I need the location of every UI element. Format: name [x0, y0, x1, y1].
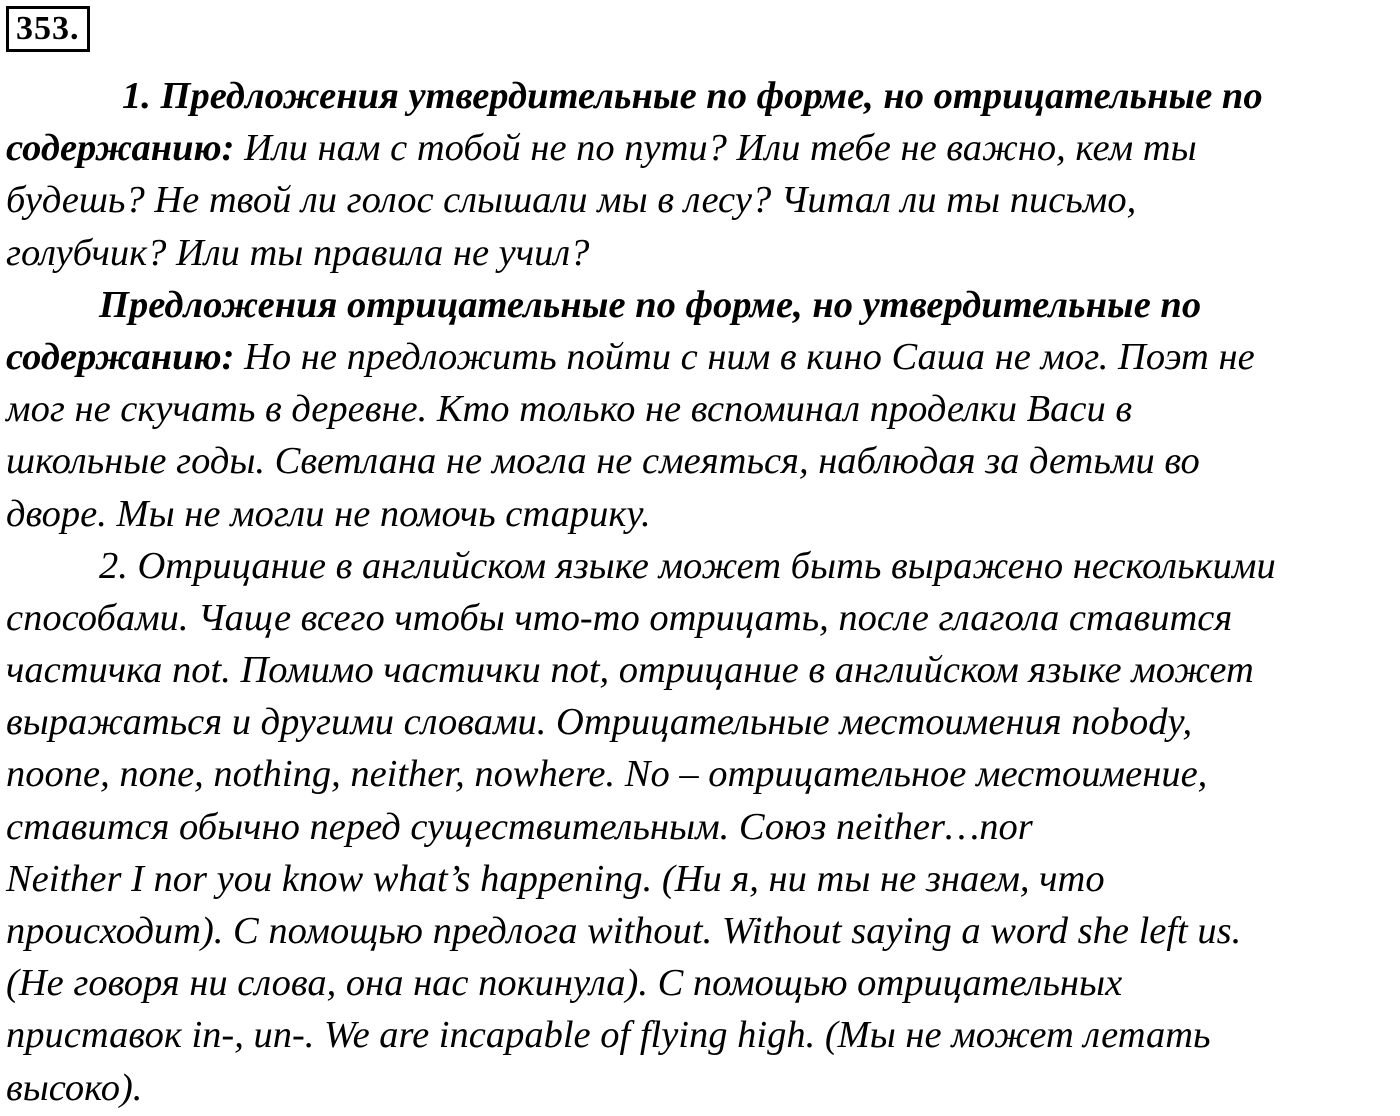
section1-line-4: голубчик? Или ты правила не учил? — [6, 231, 590, 274]
section3-line-8: происходит). С помощью предлога without. Without saying a word she left us. — [6, 910, 1242, 952]
section1-heading: 1. Предложения утвердительные по форме, но отрицательные по — [122, 75, 1263, 117]
section3-line-4: выражаться и другими словами. Отрицательные местоимения nobody, — [6, 701, 1193, 744]
section3-line-9: (Не говоря ни слова, она нас покинула). С помощью отрицательных — [6, 962, 1123, 1005]
section1-text: Или нам с тобой не по пути? Или тебе не важно, кем ты — [234, 127, 1197, 170]
section2-line-3: мог не скучать в деревне. Кто только не вспоминал проделки Васи в — [6, 388, 1133, 431]
section2-line-2 — [6, 331, 1398, 383]
section3-line-2: способами. Чаще всего чтобы что-то отрицать, после глагола ставится — [6, 596, 1233, 639]
answer-text — [6, 70, 1398, 1114]
section1-heading-end: содержанию: — [6, 127, 235, 170]
section1-line-1 — [6, 70, 1398, 122]
section3-line-1: 2. Отрицание в английском языке может быть выражено несколькими — [99, 544, 1276, 587]
section3-line-3: частичка not. Помимо частички not, отрицание в английском языке может — [6, 649, 1254, 692]
section3-line-10: приставок in-, un-. We are incapable of flying high. (Мы не может летать — [6, 1014, 1211, 1057]
section3-line-6: ставится обычно перед существительным. Союз neither…nor — [6, 805, 1033, 848]
section1-line-2 — [6, 122, 1398, 174]
section2-text: Но не предложить пойти с ним в кино Саша не мог. Поэт не — [234, 335, 1255, 378]
section2-line-5: дворе. Мы не могли не помочь старику. — [6, 492, 651, 535]
section2-heading: Предложения отрицательные по форме, но утвердительные по — [99, 283, 1202, 326]
section2-heading-end: содержанию: — [6, 335, 235, 378]
section3-line-7: Neither I nor you know what’s happening. (Ни я, ни ты не знаем, что — [6, 857, 1105, 900]
exercise-number: 353. — [6, 6, 90, 52]
section2-line-4: школьные годы. Светлана не могла не смеяться, наблюдая за детьми во — [6, 440, 1200, 483]
section2-line-1 — [6, 279, 1398, 331]
section1-line-3: будешь? Не твой ли голос слышали мы в лесу? Читал ли ты письмо, — [6, 179, 1137, 222]
section3-line-5: noone, none, nothing, neither, nowhere. No – отрицательное местоимение, — [6, 753, 1208, 796]
section3-line-11: высоко). — [6, 1066, 143, 1109]
